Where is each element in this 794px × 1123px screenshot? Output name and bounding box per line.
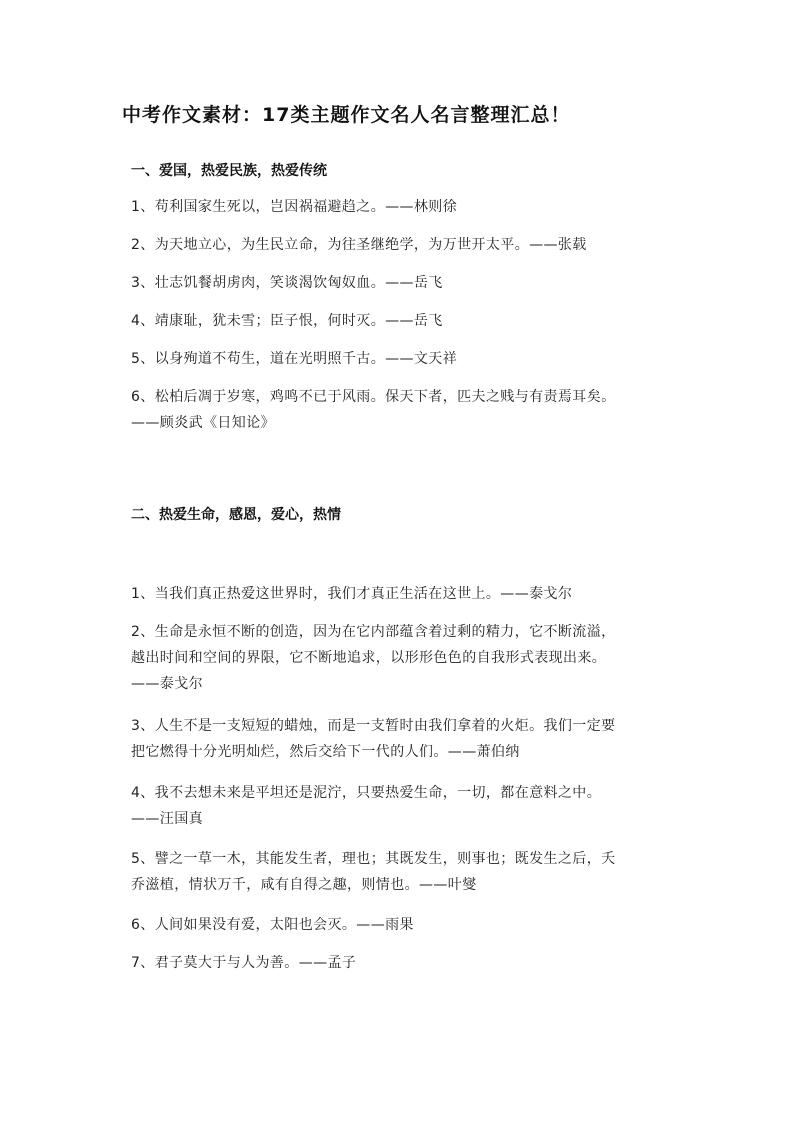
quote-item: [131, 713, 671, 765]
section-heading-patriotism: 一、爱国，热爱民族，热爱传统: [131, 163, 327, 179]
quote-item: [131, 270, 671, 296]
section-heading-love-life: 二、热爱生命，感恩，爱心，热情: [131, 507, 341, 523]
quote-line: 7、君子莫大于与人为善。——孟子: [131, 955, 357, 971]
quote-item: [131, 846, 671, 898]
quote-line: 2、为天地立心，为生民立命，为往圣继绝学，为万世开太平。——张载: [131, 237, 587, 253]
quote-line: 4、我不去想未来是平坦还是泥泞，只要热爱生命，一切，都在意料之中。: [131, 785, 602, 801]
quote-line: 6、人间如果没有爱，太阳也会灭。——雨果: [131, 917, 414, 933]
quote-item: [131, 780, 671, 832]
quote-line: 3、壮志饥餐胡虏肉，笑谈渴饮匈奴血。——岳飞: [131, 275, 443, 291]
quote-line: 5、譬之一草一木，其能发生者，理也；其既发生，则事也；既发生之后，夭: [131, 851, 616, 867]
quote-line: ——泰戈尔: [131, 676, 203, 692]
quote-line: 5、以身殉道不苟生，道在光明照千古。——文天祥: [131, 351, 458, 367]
quote-item: [131, 232, 671, 258]
quote-item: [131, 194, 671, 220]
quote-line: 4、靖康耻，犹未雪；臣子恨，何时灭。——岳飞: [131, 313, 443, 329]
quote-line: 1、苟利国家生死以，岂因祸福避趋之。——林则徐: [131, 199, 458, 215]
quote-line: 3、人生不是一支短短的蜡烛，而是一支暂时由我们拿着的火炬。我们一定要: [131, 718, 616, 734]
quote-line: 乔滋植，情状万千，咸有自得之趣，则情也。——叶燮: [131, 877, 477, 893]
quote-line: ——顾炎武《日知论》: [131, 415, 275, 431]
quote-item: [131, 308, 671, 334]
quote-item: [131, 619, 671, 697]
quote-item: [131, 581, 671, 607]
document-title: 中考作文素材：17类主题作文名人名言整理汇总！: [122, 104, 571, 126]
quote-item: [131, 346, 671, 372]
quote-item: [131, 950, 671, 976]
quote-line: 2、生命是永恒不断的创造，因为在它内部蕴含着过剩的精力，它不断流溢，: [131, 624, 616, 640]
quote-item: [131, 912, 671, 938]
quote-item: [131, 384, 671, 436]
quote-line: 把它燃得十分光明灿烂，然后交给下一代的人们。——萧伯纳: [131, 744, 520, 760]
quote-line: 6、松柏后凋于岁寒，鸡鸣不已于风雨。保天下者，匹夫之贱与有责焉耳矣。: [131, 389, 616, 405]
quote-line: 越出时间和空间的界限，它不断地追求，以形形色色的自我形式表现出来。: [131, 650, 607, 666]
quote-line: ——汪国真: [131, 811, 203, 827]
quote-line: 1、当我们真正热爱这世界时，我们才真正生活在这世上。——泰戈尔: [131, 586, 573, 602]
